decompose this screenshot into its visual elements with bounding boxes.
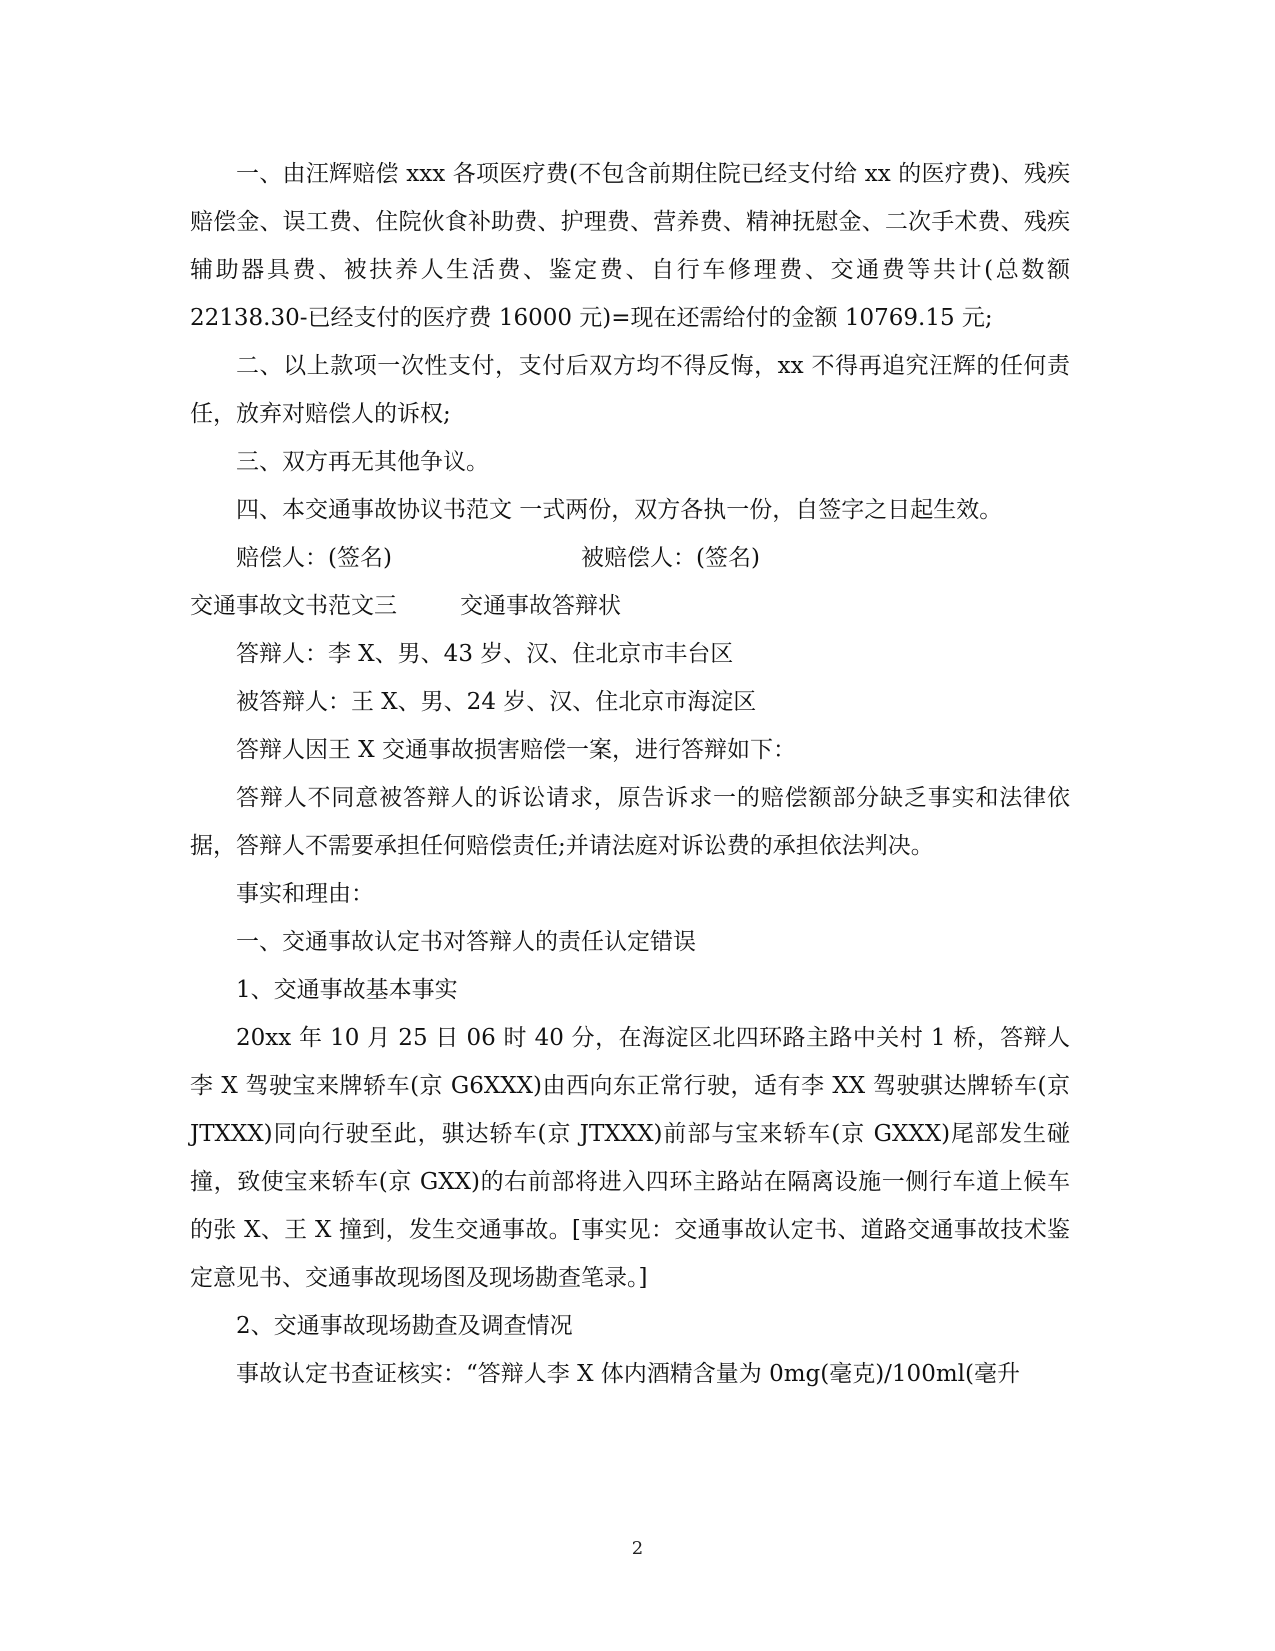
- paragraph-one-time-payment: 二、以上款项一次性支付，支付后双方均不得反悔，xx 不得再追究汪辉的任何责任，放弃对赔偿人的诉权;: [190, 353, 1070, 427]
- paragraph-accident-facts: 20xx 年 10 月 25 日 06 时 40 分，在海淀区北四环路主路中关村 1 桥，答辩人李 X 驾驶宝来牌轿车(京 G6XXX)由西向东正常行驶，适有李 XX 驾驶骐达牌轿车(京 JTXXX)同向行驶至此，骐达轿车(京 JTXXX)前部与宝来轿车(京 GXXX)尾部发生碰撞，致使宝来轿车(京 GXX)的右前部将进入四环主路站在隔离设施一侧行车道上候车的张 X、王 X 撞到，发生交通事故。[事实见：交通事故认定书、道路交通事故技术鉴定意见书、交通事故现场图及现场勘查笔录。]: [190, 1025, 1070, 1291]
- signature-row: [190, 534, 1070, 582]
- compensator-signature: 赔偿人：(签名): [236, 545, 392, 571]
- document-body: [190, 150, 1070, 1398]
- paragraph-copies: 四、本交通事故协议书范文 一式两份，双方各执一份，自签字之日起生效。: [236, 497, 1003, 523]
- page-number: 2: [631, 1538, 644, 1559]
- paragraph-compensation-items: 一、由汪辉赔偿 xxx 各项医疗费(不包含前期住院已经支付给 xx 的医疗费)、残疾赔偿金、误工费、住院伙食补助费、护理费、营养费、精神抚慰金、二次手术费、残疾辅助器具费、被扶养人生活费、鉴定费、自行车修理费、交通费等共计(总数额 22138.30-已经支付的医疗费 16000 元)=现在还需给付的金额 10769.15 元;: [190, 161, 1070, 331]
- paragraph-investigation-heading: 2、交通事故现场勘查及调查情况: [236, 1313, 573, 1339]
- paragraph-case-intro: 答辩人因王 X 交通事故损害赔偿一案，进行答辩如下：: [236, 737, 796, 763]
- compensated-signature: 被赔偿人：(签名): [581, 545, 760, 571]
- section-title-row: [190, 582, 1070, 630]
- paragraph-defense-position: 答辩人不同意被答辩人的诉讼请求，原告诉求一的赔偿额部分缺乏事实和法律依据，答辩人不需要承担任何赔偿责任;并请法庭对诉讼费的承担依法判决。: [190, 785, 1070, 859]
- paragraph-alcohol-finding: 事故认定书查证核实：“答辩人李 X 体内酒精含量为 0mg(毫克)/100ml(毫升: [236, 1361, 1020, 1387]
- paragraph-facts-heading: 事实和理由：: [236, 881, 374, 907]
- paragraph-respondent: 答辩人：李 X、男、43 岁、汉、住北京市丰台区: [236, 641, 734, 667]
- paragraph-section-one-heading: 一、交通事故认定书对答辩人的责任认定错误: [236, 929, 696, 955]
- section-title: 交通事故文书范文三: [190, 593, 397, 619]
- paragraph-no-dispute: 三、双方再无其他争议。: [236, 449, 489, 475]
- paragraph-plaintiff: 被答辩人：王 X、男、24 岁、汉、住北京市海淀区: [236, 689, 757, 715]
- document-title: 交通事故答辩状: [460, 593, 621, 619]
- paragraph-basic-facts-heading: 1、交通事故基本事实: [236, 977, 458, 1003]
